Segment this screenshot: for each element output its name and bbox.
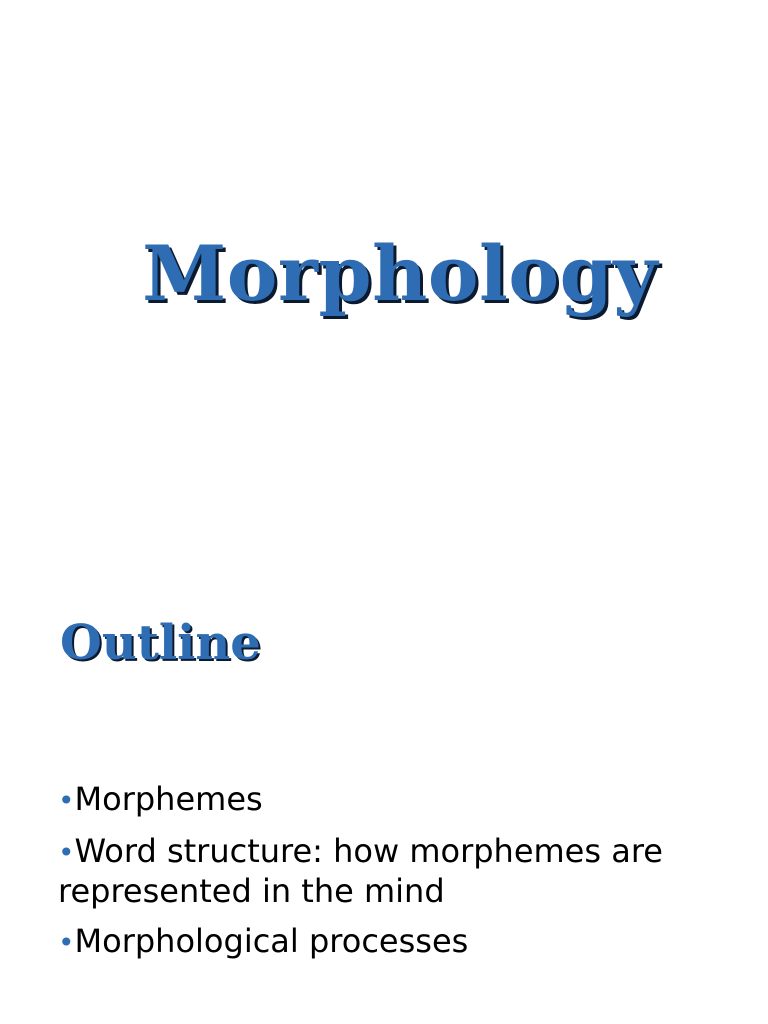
list-item-text: Morphemes [74, 780, 263, 818]
bullet-icon: • [58, 926, 75, 959]
list-item-text: Morphological processes [74, 922, 469, 960]
outline-heading: Outline [60, 615, 261, 671]
outline-list [58, 780, 748, 974]
slide-title: Morphology [142, 229, 658, 318]
bullet-icon: • [58, 784, 75, 817]
list-item [58, 922, 748, 962]
list-item [58, 780, 748, 820]
list-item [58, 832, 748, 910]
list-item-text: Word structure: how morphemes are represented in the mind [58, 832, 663, 910]
bullet-icon: • [58, 836, 75, 869]
